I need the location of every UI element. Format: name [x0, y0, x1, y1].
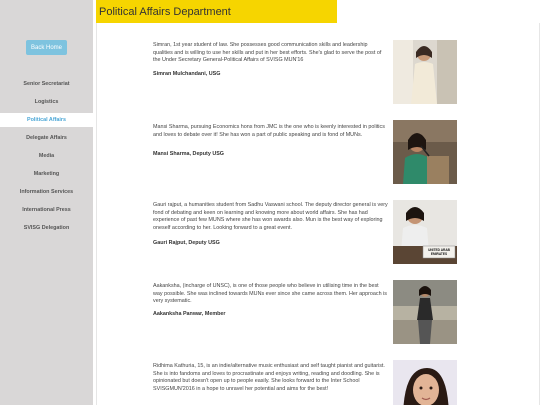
nav-information-services[interactable]: Information Services [19, 189, 74, 195]
nav-svisg-delegation[interactable]: SVISG Delegation [23, 225, 70, 231]
nav-political-affairs[interactable]: Political Affairs [0, 113, 93, 127]
back-home-button[interactable]: Back Home [26, 40, 67, 55]
nav-marketing[interactable]: Marketing [33, 171, 60, 177]
member-description: Ridhima Kathuria, 15, is an indie/alternative music enthusiast and self taught pianist and guitarist. She is into fandoms and loves to procrastinate and enjoys writing, reading and doodling. She is opinionated but doesn't open up to people easily. She looks forward to the Inter School SVISGMUN'2016 in a hope to unravel her potential and aims for the best! [153, 363, 385, 392]
nav-media[interactable]: Media [38, 153, 55, 159]
svg-text:EMIRATES: EMIRATES [430, 252, 448, 256]
page-title: Political Affairs Department [99, 6, 231, 18]
nav-delegate-affairs[interactable]: Delegate Affairs [26, 135, 67, 141]
member-description: Mansi Sharma, pursuing Economics hons from JMC is the one who is keenly interested in politics and loves to debate over it! She has won a part of public speaking and is fond of MUNs. [153, 124, 385, 138]
member-description: Aakanksha, (incharge of UNSC), is one of those people who believe in utilising time in the best way possible. She was inclined towards MUNs ever since she came across them. Her approach is very systematic. [153, 283, 387, 304]
speaking-at-podium-photo [393, 120, 457, 184]
nav-logistics[interactable]: Logistics [34, 99, 59, 105]
member-name: Simran Mulchandani, USG [153, 71, 221, 77]
sidebar [0, 0, 93, 405]
member-name: Gauri Rajput, Deputy USG [153, 240, 220, 246]
nav-senior-secretariat[interactable]: Senior Secretariat [23, 81, 70, 87]
member-name: Mansi Sharma, Deputy USG [153, 151, 224, 157]
portrait-photo [393, 40, 457, 104]
svg-text:UNITED ARAB: UNITED ARAB [428, 248, 450, 252]
page-header [96, 0, 337, 23]
member-description: Simran, 1st year student of law. She possesses good communication skills and leadership qualities and is willing to use her skills and put in her best efforts. She's glad to serve the post of the Under Secretary General-Political Affairs of SVISG MUN'16 [153, 42, 382, 63]
standing-outdoor-photo [393, 280, 457, 344]
selfie-photo [393, 360, 457, 405]
nav-international-press[interactable]: International Press [22, 207, 71, 213]
delegate-placard-photo [393, 200, 457, 264]
member-name: Aakanksha Panwar, Member [153, 311, 226, 317]
member-description: Gauri rajput, a humanities student from Sadhu Vaswani school. The deputy director general is very fond of debating and keen on learning and knowing more about world affairs. She has had experience of past few MUNS where she has won awards also. Mun is the best way of exploring oneself according to her. Looking forward to a great event. [153, 202, 388, 231]
